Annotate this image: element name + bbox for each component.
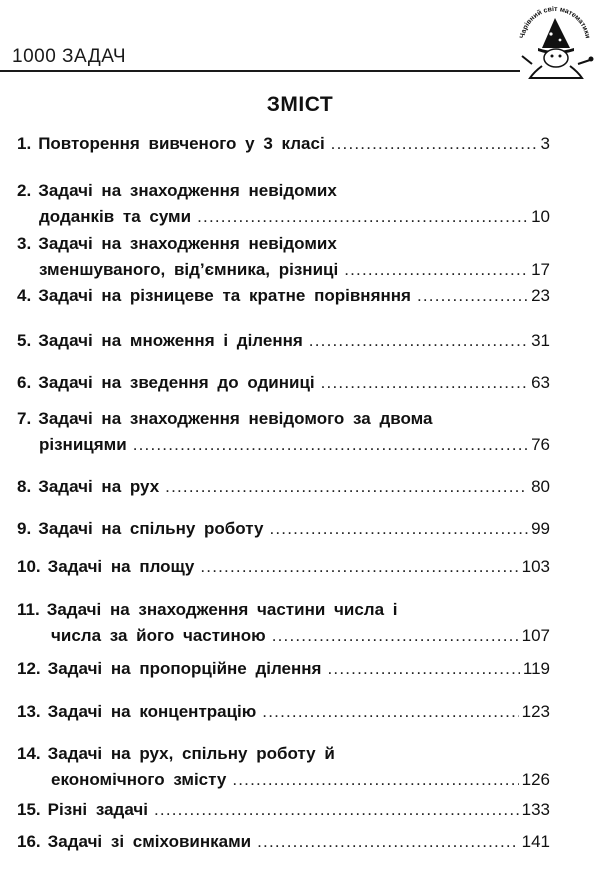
toc-page-number: 103	[521, 557, 550, 576]
toc-entry-line	[17, 554, 550, 580]
series-logo	[514, 4, 596, 80]
toc-entry[interactable]	[17, 406, 550, 458]
toc-entry[interactable]	[17, 131, 550, 157]
toc-page-number: 107	[521, 626, 550, 645]
toc-entry-line	[17, 231, 550, 257]
toc-entry-line	[17, 516, 550, 542]
toc-dot-leader	[154, 797, 519, 823]
toc-entry[interactable]	[17, 699, 550, 725]
toc-entry[interactable]	[17, 597, 550, 649]
svg-text:Чарівний світ математики: Чарівний світ математики	[519, 5, 591, 40]
toc-entry[interactable]	[17, 516, 550, 542]
toc-entry-title: Задачі на площу	[47, 557, 195, 576]
toc-entry[interactable]	[17, 797, 550, 823]
toc-entry[interactable]	[17, 554, 550, 580]
toc-entry-number: 3.	[17, 234, 32, 253]
logo-caption	[514, 2, 596, 78]
toc-entry-number: 8.	[17, 477, 32, 496]
toc-page-number: 76	[531, 435, 550, 454]
toc-dot-leader	[262, 699, 518, 725]
book-title: 1000 ЗАДАЧ	[12, 46, 127, 67]
toc-entry-title: Різні задачі	[47, 800, 148, 819]
toc-entry-title: доданків та суми	[39, 207, 192, 226]
toc-entry-number: 2.	[17, 181, 32, 200]
toc-page-number: 123	[521, 702, 550, 721]
page-title: ЗМІСТ	[266, 93, 334, 116]
toc-entry-title: різницями	[39, 435, 127, 454]
toc-entry[interactable]	[17, 829, 550, 855]
toc-page-number: 133	[521, 800, 550, 819]
toc-entry-title: економічного змісту	[51, 770, 227, 789]
toc-entry-line	[17, 178, 550, 204]
toc-dot-leader	[272, 623, 519, 649]
toc-entry-number: 9.	[17, 519, 32, 538]
toc-entry-title: Задачі на зведення до одиниці	[38, 373, 315, 392]
toc-entry-number: 1.	[17, 134, 32, 153]
toc-entry-title: зменшуваного, від’ємника, різниці	[39, 260, 339, 279]
toc-page-number: 63	[531, 373, 550, 392]
toc-entry-line	[17, 131, 550, 157]
toc-entry-number: 5.	[17, 331, 32, 350]
toc-dot-leader	[232, 767, 518, 793]
toc-entry[interactable]	[17, 474, 550, 500]
toc-entry[interactable]	[17, 283, 550, 309]
toc-entry-line	[17, 623, 550, 649]
toc-entry[interactable]	[17, 328, 550, 354]
toc-entry-line	[17, 656, 550, 682]
toc-entry-title: Задачі на спільну роботу	[38, 519, 264, 538]
toc-page-number: 119	[522, 659, 550, 678]
toc-page-number: 80	[531, 477, 550, 496]
toc-entry-line	[17, 699, 550, 725]
toc-dot-leader	[133, 432, 528, 458]
toc-entry-title: Задачі на знаходження невідомого за двома	[38, 409, 433, 428]
toc-entry-title: Задачі на рух, спільну роботу й	[47, 744, 335, 763]
toc-entry-number: 12.	[17, 659, 41, 678]
toc-dot-leader	[269, 516, 528, 542]
toc-entry-line	[17, 597, 550, 623]
toc-entry-number: 13.	[17, 702, 41, 721]
toc-dot-leader	[257, 829, 519, 855]
toc-entry-title: Задачі на знаходження невідомих	[38, 234, 337, 253]
toc-entry-title: Задачі на знаходження частини числа і	[46, 600, 398, 619]
toc-entry-line	[17, 741, 550, 767]
toc-entry-title: Задачі зі сміховинками	[47, 832, 252, 851]
toc-page-number: 141	[521, 832, 550, 851]
toc-page-number: 99	[531, 519, 550, 538]
header-divider	[0, 70, 520, 72]
toc-dot-leader	[344, 257, 528, 283]
toc-entry-line	[17, 432, 550, 458]
toc-dot-leader	[309, 328, 528, 354]
toc-entry-number: 14.	[17, 744, 41, 763]
toc-entry[interactable]	[17, 741, 550, 793]
toc-entry-number: 16.	[17, 832, 41, 851]
toc-dot-leader	[327, 656, 519, 682]
toc-dot-leader	[197, 204, 528, 230]
toc-entry-number: 6.	[17, 373, 32, 392]
toc-dot-leader	[200, 554, 518, 580]
toc-entry[interactable]	[17, 231, 550, 283]
toc-page-number: 23	[531, 286, 550, 305]
toc-dot-leader	[417, 283, 528, 309]
toc-entry-number: 4.	[17, 286, 32, 305]
toc-entry-number: 15.	[17, 800, 41, 819]
toc-entry-line	[17, 204, 550, 230]
toc-entry-line	[17, 328, 550, 354]
toc-entry-line	[17, 406, 550, 432]
toc-entry[interactable]	[17, 370, 550, 396]
toc-dot-leader	[331, 131, 538, 157]
toc-dot-leader	[165, 474, 528, 500]
toc-page-number: 31	[531, 331, 550, 350]
toc-entry-line	[17, 797, 550, 823]
toc-entry[interactable]	[17, 178, 550, 230]
toc-entry-line	[17, 370, 550, 396]
toc-page-number: 126	[521, 770, 550, 789]
toc-page-number: 3	[540, 134, 550, 153]
page-header	[0, 0, 600, 78]
toc-page-number: 10	[531, 207, 550, 226]
toc-entry-title: Задачі на різницеве та кратне порівняння	[38, 286, 411, 305]
toc-entry-line	[17, 829, 550, 855]
toc-entry-title: Задачі на пропорційне ділення	[47, 659, 322, 678]
toc-entry-title: числа за його частиною	[51, 626, 266, 645]
toc-page-number: 17	[531, 260, 550, 279]
toc-entry-line	[17, 257, 550, 283]
toc-entry-title: Задачі на знаходження невідомих	[38, 181, 337, 200]
toc-entry-number: 10.	[17, 557, 41, 576]
toc-entry-title: Задачі на рух	[38, 477, 160, 496]
toc-entry-number: 7.	[17, 409, 32, 428]
toc-entry-line	[17, 767, 550, 793]
toc-entry-number: 11.	[17, 600, 40, 619]
toc-entry-title: Задачі на множення і ділення	[38, 331, 303, 350]
toc-dot-leader	[321, 370, 528, 396]
toc-entry-title: Задачі на концентрацію	[47, 702, 257, 721]
toc-entry-title: Повторення вивченого у 3 класі	[38, 134, 325, 153]
toc-entry[interactable]	[17, 656, 550, 682]
toc-entry-line	[17, 283, 550, 309]
toc-entry-line	[17, 474, 550, 500]
